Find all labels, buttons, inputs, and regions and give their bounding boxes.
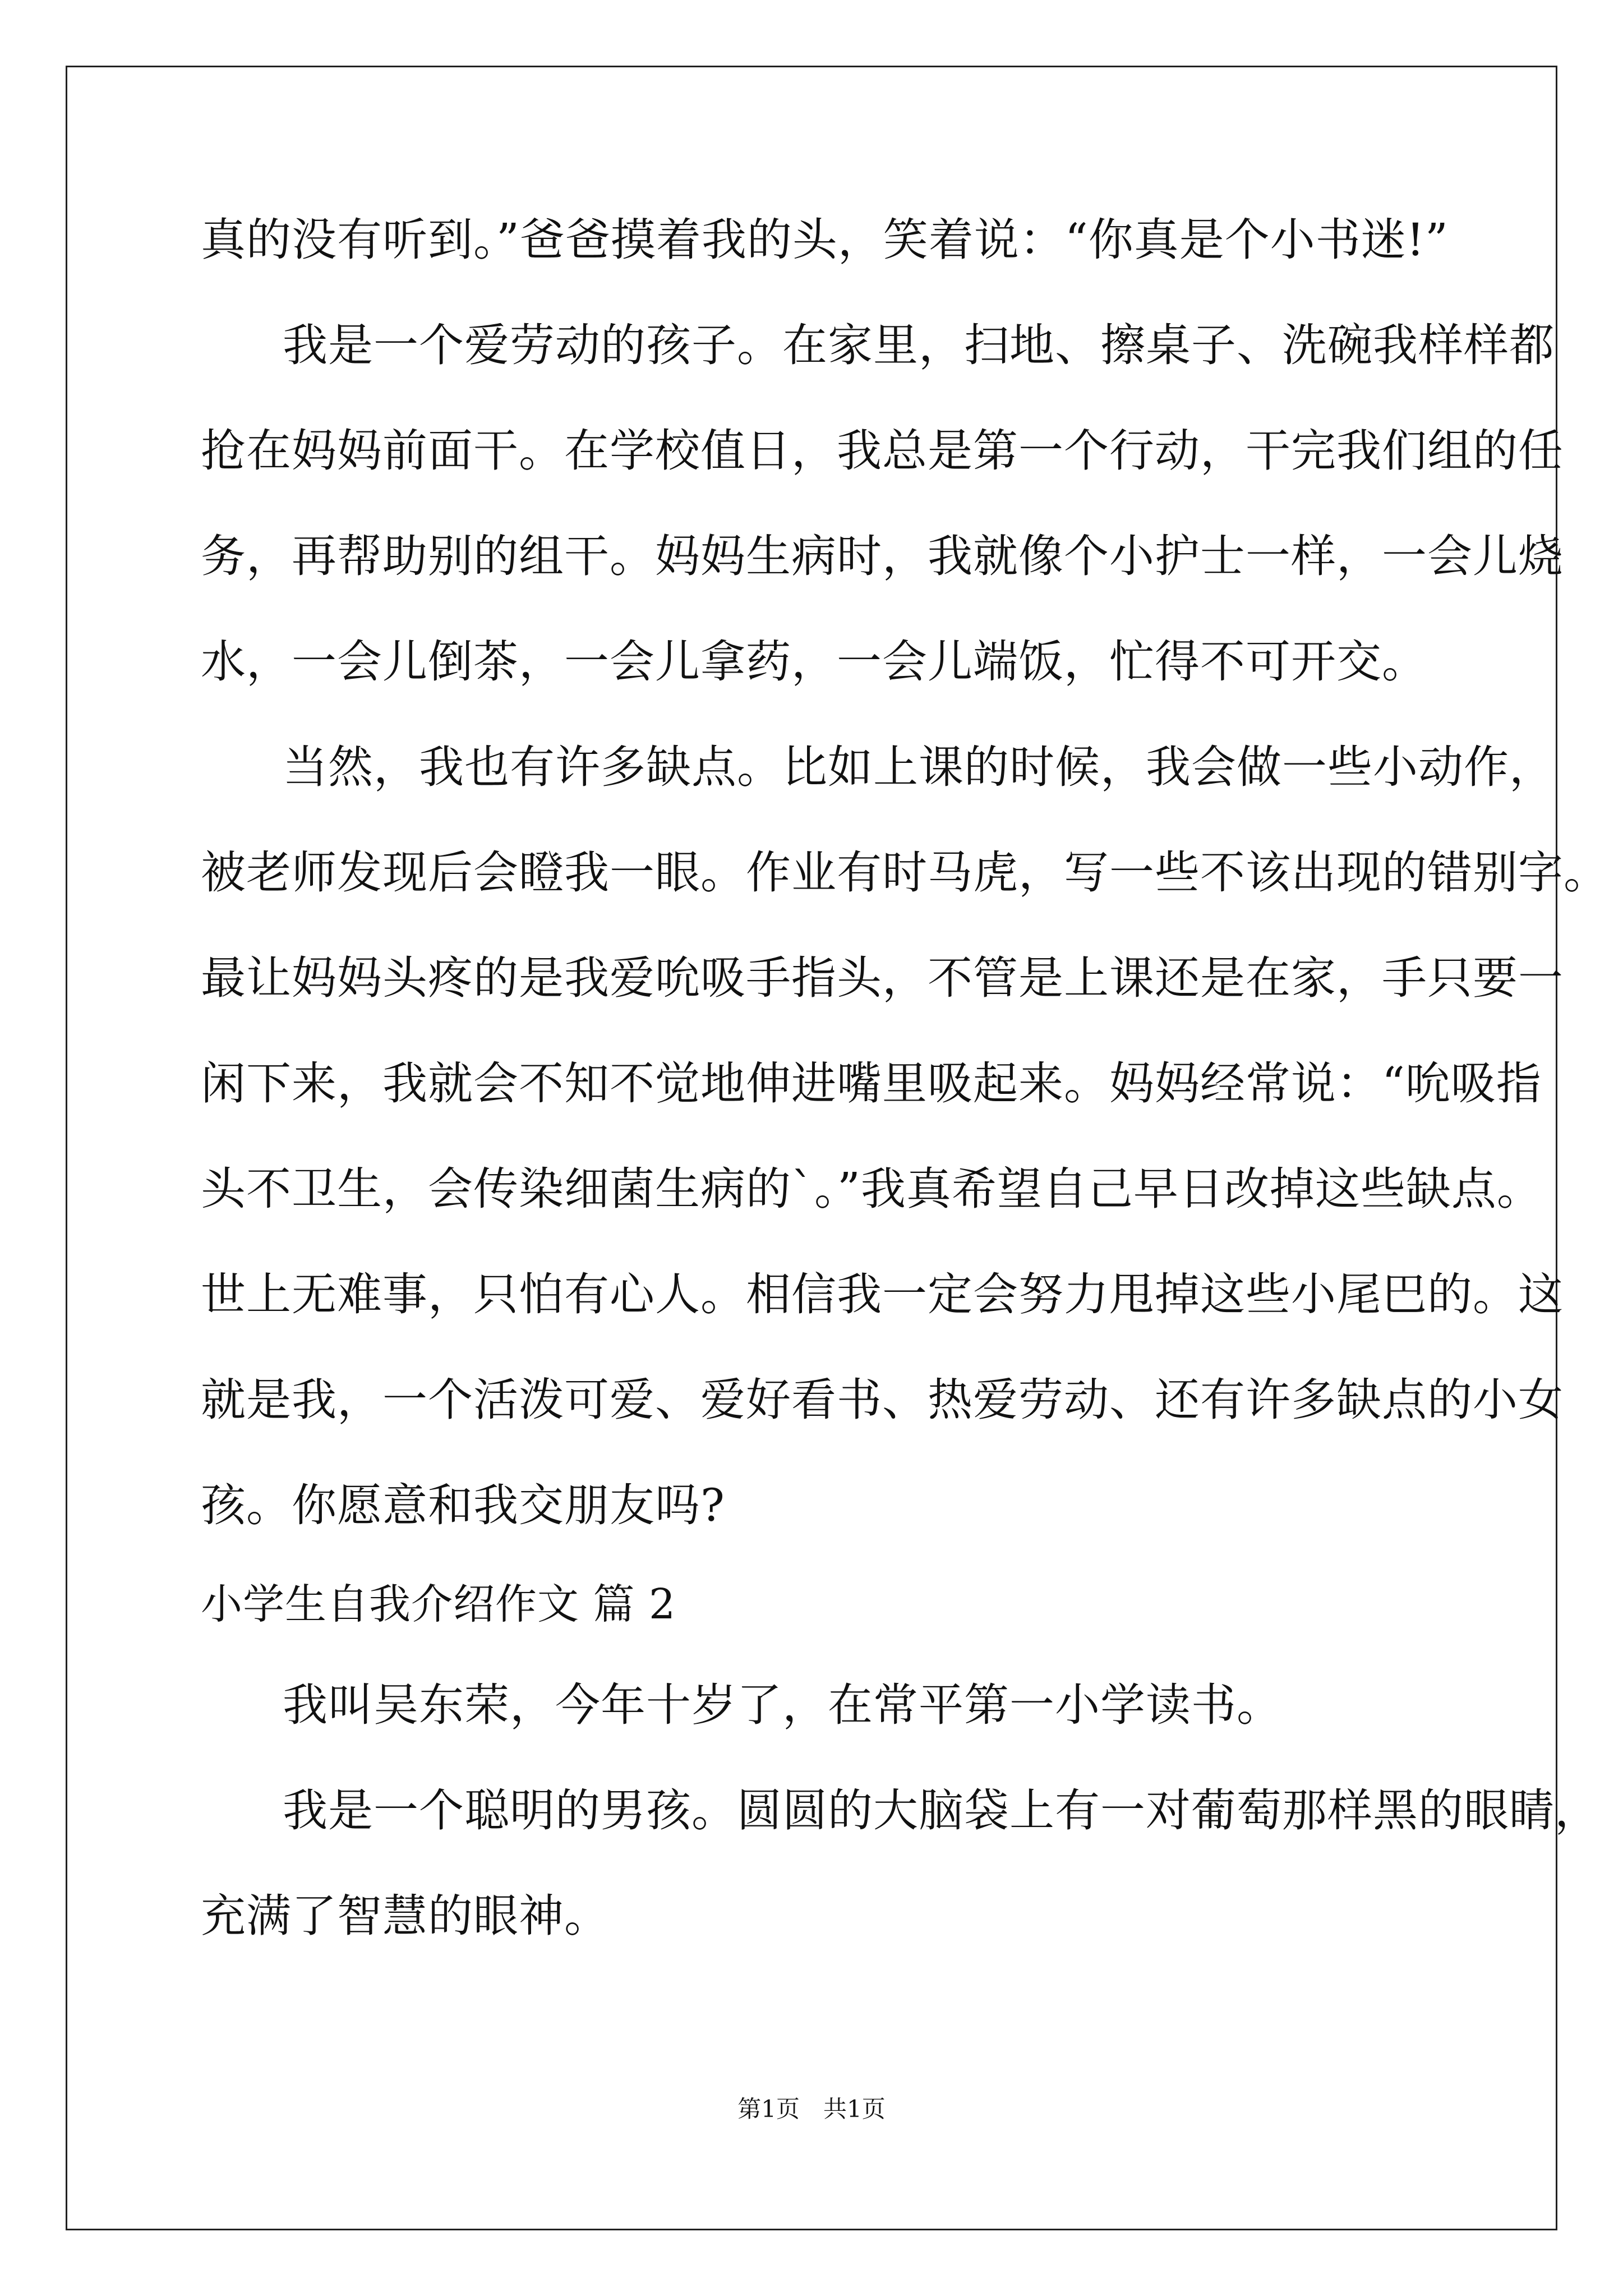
paragraph-line: 抢在妈妈前面干。在学校值日，我总是第一个行动，干完我们组的任 (201, 425, 1564, 477)
paragraph-line: 我叫吴东荣，今年十岁了，在常平第一小学读书。 (283, 1679, 1282, 1731)
paragraph-line: 头不卫生，会传染细菌生病的`。”我真希望自己早日改掉这些缺点。 (201, 1163, 1542, 1215)
paragraph-line: 我是一个聪明的男孩。圆圆的大脑袋上有一对葡萄那样黑的眼睛， (283, 1784, 1600, 1837)
paragraph-line: 充满了智慧的眼神。 (201, 1890, 610, 1942)
paragraph-line: 务，再帮助别的组干。妈妈生病时，我就像个小护士一样，一会儿烧 (201, 530, 1564, 582)
paragraph-line: 闲下来，我就会不知不觉地伸进嘴里吸起来。妈妈经常说：“吮吸指 (201, 1057, 1542, 1110)
paragraph-line: 孩。你愿意和我交朋友吗? (201, 1479, 725, 1531)
paragraph-line: 我是一个爱劳动的孩子。在家里，扫地、擦桌子、洗碗我样样都 (283, 319, 1555, 371)
page-number: 第1页 共1页 (737, 2095, 886, 2123)
paragraph-line: 就是我，一个活泼可爱、爱好看书、热爱劳动、还有许多缺点的小女 (201, 1374, 1564, 1426)
paragraph-line: 水，一会儿倒茶，一会儿拿药，一会儿端饭，忙得不可开交。 (201, 636, 1427, 688)
paragraph-line: 最让妈妈头疼的是我爱吮吸手指头，不管是上课还是在家，手只要一 (201, 952, 1564, 1004)
section-heading: 小学生自我介绍作文 篇 2 (201, 1580, 676, 1628)
paragraph-continuation: 真的没有听到。”爸爸摸着我的头，笑着说：“你真是个小书迷!” (201, 214, 1449, 266)
paragraph-line: 当然，我也有许多缺点。比如上课的时候，我会做一些小动作， (283, 741, 1555, 793)
paragraph-line: 被老师发现后会瞪我一眼。作业有时马虎，写一些不该出现的错别字。 (201, 846, 1609, 899)
paragraph-line: 世上无难事，只怕有心人。相信我一定会努力甩掉这些小尾巴的。这 (201, 1268, 1564, 1320)
